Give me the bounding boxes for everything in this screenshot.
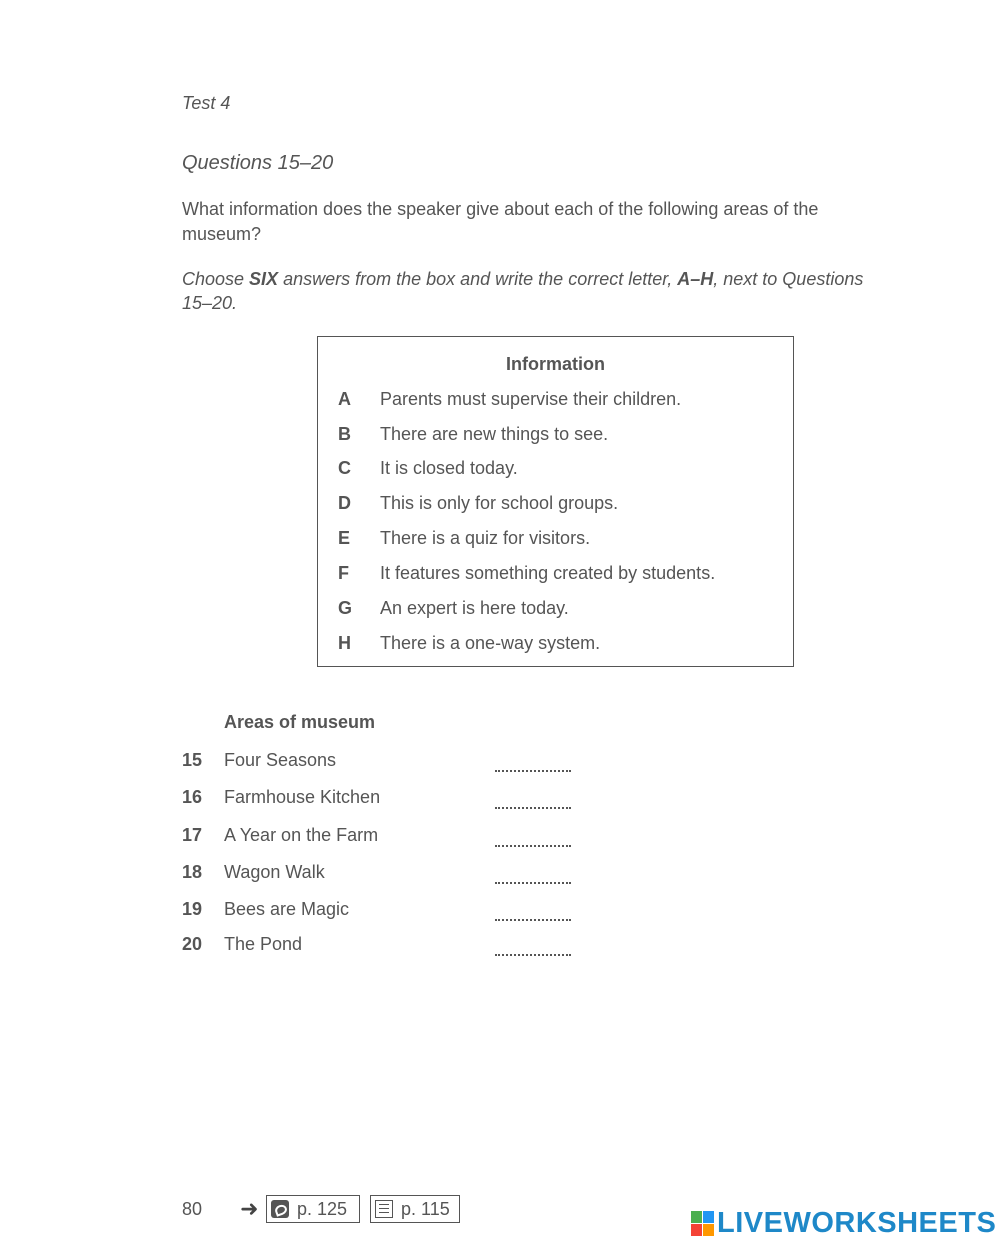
answer-blank-19[interactable] xyxy=(495,905,571,921)
test-label: Test 4 xyxy=(182,93,231,113)
info-text: There is a quiz for visitors. xyxy=(380,528,591,548)
answer-blank-18[interactable] xyxy=(495,868,571,884)
info-letter: C xyxy=(338,458,351,478)
area-name: Wagon Walk xyxy=(224,862,325,882)
question-number: 19 xyxy=(182,899,203,919)
page-number: 80 xyxy=(182,1199,203,1219)
info-text: It features something created by students. xyxy=(380,563,716,583)
info-letter: A xyxy=(338,389,351,409)
instruction-part2: answers from the box and write the correct letter, xyxy=(278,269,678,289)
info-letter: B xyxy=(338,424,351,444)
audio-reference-text: p. 125 xyxy=(297,1198,348,1219)
question-row xyxy=(182,899,582,923)
question-row xyxy=(182,862,582,886)
info-text: There are new things to see. xyxy=(380,424,609,444)
script-reference xyxy=(370,1195,460,1223)
question-number: 16 xyxy=(182,787,203,807)
answer-blank-16[interactable] xyxy=(495,793,571,809)
question-row xyxy=(182,934,582,958)
arrow-right-icon: ➜ xyxy=(240,1196,259,1221)
questions-heading: Questions 15–20 xyxy=(182,152,334,174)
instruction-part1: Choose xyxy=(182,269,250,289)
instruction-part3: , next to Questions 15–20. xyxy=(182,269,864,313)
info-letter: F xyxy=(338,563,349,583)
script-reference-text: p. 115 xyxy=(401,1198,450,1219)
instruction-question: What information does the speaker give about each of the following areas of the museum? xyxy=(182,199,819,244)
info-text: An expert is here today. xyxy=(380,598,569,618)
instruction-choose xyxy=(182,267,882,315)
info-text: It is closed today. xyxy=(380,458,518,478)
answer-blank-15[interactable] xyxy=(495,756,571,772)
question-row xyxy=(182,750,582,774)
area-name: A Year on the Farm xyxy=(224,825,379,845)
areas-heading: Areas of museum xyxy=(224,712,376,732)
area-name: Farmhouse Kitchen xyxy=(224,787,381,807)
question-number: 20 xyxy=(182,934,203,954)
document-icon xyxy=(375,1200,393,1218)
area-name: Four Seasons xyxy=(224,750,337,770)
info-text: Parents must supervise their children. xyxy=(380,389,682,409)
brand-logo-icon xyxy=(691,1211,715,1237)
area-name: Bees are Magic xyxy=(224,899,350,919)
info-letter: D xyxy=(338,493,351,513)
info-text: There is a one-way system. xyxy=(380,633,601,653)
question-row xyxy=(182,787,582,811)
answer-blank-20[interactable] xyxy=(495,940,571,956)
instruction-six: SIX xyxy=(249,269,279,289)
question-number: 17 xyxy=(182,825,203,845)
audio-reference xyxy=(266,1195,360,1223)
question-number: 15 xyxy=(182,750,203,770)
info-letter: G xyxy=(338,598,353,618)
info-letter: H xyxy=(338,633,351,653)
answer-blank-17[interactable] xyxy=(495,831,571,847)
brand-name: LIVEWORKSHEETS xyxy=(717,1207,997,1239)
area-name: The Pond xyxy=(224,934,303,954)
audio-icon xyxy=(271,1200,289,1218)
liveworksheets-logo xyxy=(691,1207,996,1240)
instruction-range: A–H xyxy=(677,269,714,289)
question-row xyxy=(182,825,582,849)
information-title: Information xyxy=(506,354,605,374)
info-text: This is only for school groups. xyxy=(380,493,619,513)
information-box xyxy=(317,336,794,667)
info-letter: E xyxy=(338,528,351,548)
question-number: 18 xyxy=(182,862,203,882)
